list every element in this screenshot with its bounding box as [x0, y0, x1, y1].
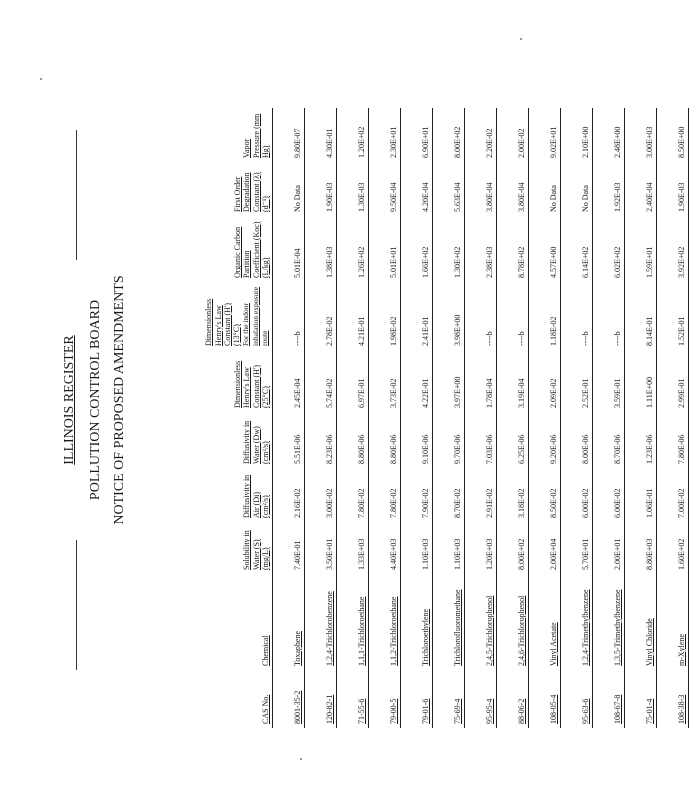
degradation-cell: 3.80E-04: [517, 182, 526, 212]
degradation-cell: 1.30E-03: [357, 182, 366, 212]
diffusivity-air-cell: 7.80E-02: [357, 488, 366, 518]
diffusivity-air-cell: 6.00E-02: [581, 488, 590, 518]
chemical-properties-table: [140, 108, 689, 728]
henry-13-cell: ----b: [581, 331, 590, 346]
chemical-cell: m-Xylene: [677, 634, 686, 666]
koc-cell: 1.59E+01: [645, 246, 654, 278]
henry-13-cell: 1.18E-02: [549, 316, 558, 346]
solubility-cell: 3.50E+01: [325, 538, 334, 570]
header-blank-left: [76, 540, 77, 670]
table-row: [369, 108, 401, 728]
cas-cell: 108-67-8: [613, 694, 622, 724]
table-header-row: [140, 108, 273, 728]
col-koc: Organic Carbon Partition Coefficient (Koc) (L/kg): [233, 221, 270, 278]
henry-25-cell: 3.97E+00: [453, 376, 462, 408]
col-henry-13: Dimensionless Henry's Law Constant (H') (13°C) For the indoor inhalation exposure route: [204, 287, 270, 346]
koc-cell: 8.78E+02: [517, 246, 526, 278]
degradation-cell: 9.50E-04: [389, 182, 398, 212]
cas-cell: 108-05-4: [549, 694, 558, 724]
table-row: [497, 108, 529, 728]
diffusivity-water-cell: 9.10E-06: [421, 434, 430, 464]
cas-cell: 88-06-2: [517, 698, 526, 724]
cas-cell: 75-69-4: [453, 698, 462, 724]
koc-cell: 3.92E+02: [677, 246, 686, 278]
table-row: [561, 108, 593, 728]
speck: [300, 758, 302, 760]
henry-25-cell: 2.52E-01: [581, 378, 590, 408]
henry-13-cell: 1.98E-02: [389, 316, 398, 346]
koc-cell: 2.38E+03: [485, 246, 494, 278]
diffusivity-air-cell: 7.00E-02: [677, 488, 686, 518]
table-row: [401, 108, 433, 728]
board-title: POLLUTION CONTROL BOARD: [88, 299, 103, 501]
chemical-cell: 1,2,4-Trimethylbenzene: [581, 589, 590, 666]
koc-cell: 6.14E+02: [581, 246, 590, 278]
col-diffusivity-water: Diffusivity in Water (Dw) (cm²/s): [242, 420, 270, 464]
henry-13-cell: 2.78E-02: [325, 316, 334, 346]
chemical-cell: 2,4,5-Trichlorophenol: [485, 595, 494, 666]
solubility-cell: 5.70E+01: [581, 538, 590, 570]
col-henry-25: Dimensionless Henry's Law Constant (H') (25°C): [233, 360, 270, 408]
solubility-cell: 1.33E+03: [357, 538, 366, 570]
koc-cell: 1.30E+02: [453, 246, 462, 278]
solubility-cell: 1.20E+03: [485, 538, 494, 570]
col-solubility: Solubility in Water (S) (mg/L): [242, 530, 270, 570]
diffusivity-air-cell: 6.00E-02: [613, 488, 622, 518]
chemical-cell: 1,1,1-Trichloroethane: [357, 596, 366, 666]
henry-13-cell: 3.98E+00: [453, 314, 462, 346]
henry-25-cell: 1.78E-04: [485, 378, 494, 408]
diffusivity-air-cell: 8.70E-02: [453, 488, 462, 518]
henry-25-cell: 3.19E-04: [517, 378, 526, 408]
diffusivity-water-cell: 8.23E-06: [325, 434, 334, 464]
degradation-cell: 1.90E-03: [325, 182, 334, 212]
cas-cell: 8001-35-2: [293, 690, 302, 724]
henry-13-cell: 2.41E-01: [421, 316, 430, 346]
diffusivity-air-cell: 1.06E-01: [645, 488, 654, 518]
diffusivity-water-cell: 7.03E-06: [485, 434, 494, 464]
vapor-pressure-cell: 4.30E-01: [325, 128, 334, 158]
table-body: [273, 108, 689, 728]
solubility-cell: 8.80E+03: [645, 538, 654, 570]
chemical-cell: Trichloroethylene: [421, 608, 430, 666]
diffusivity-water-cell: 8.00E-06: [581, 434, 590, 464]
header-blank-right: [76, 130, 77, 260]
table-row: [337, 108, 369, 728]
solubility-cell: 1.10E+03: [421, 538, 430, 570]
chemical-cell: 1,1,2-Trichloroethane: [389, 596, 398, 666]
vapor-pressure-cell: 8.50E+00: [677, 126, 686, 158]
solubility-cell: 1.60E+02: [677, 538, 686, 570]
degradation-cell: 5.63E-04: [453, 182, 462, 212]
henry-13-cell: ----b: [613, 331, 622, 346]
solubility-cell: 1.10E+03: [453, 538, 462, 570]
cas-cell: 71-55-6: [357, 698, 366, 724]
diffusivity-water-cell: 5.51E-06: [293, 434, 302, 464]
henry-13-cell: 1.52E-01: [677, 316, 686, 346]
diffusivity-water-cell: 6.25E-06: [517, 434, 526, 464]
koc-cell: 5.01E+01: [389, 246, 398, 278]
diffusivity-water-cell: 1.23E-06: [645, 434, 654, 464]
chemical-cell: 1,3,5-Trimethylbenzene: [613, 589, 622, 666]
diffusivity-air-cell: 3.00E-02: [325, 488, 334, 518]
diffusivity-air-cell: 7.80E-02: [389, 488, 398, 518]
cas-cell: 79-01-6: [421, 698, 430, 724]
notice-title: NOTICE OF PROPOSED AMENDMENTS: [112, 275, 127, 525]
koc-cell: 1.38E+03: [325, 246, 334, 278]
henry-25-cell: 3.73E-02: [389, 378, 398, 408]
vapor-pressure-cell: 6.90E+01: [421, 126, 430, 158]
henry-25-cell: 5.74E-02: [325, 378, 334, 408]
table-row: [305, 108, 337, 728]
diffusivity-water-cell: 8.80E-06: [389, 434, 398, 464]
col-vapor-pressure: Vapor Pressure (mm Hg): [242, 113, 270, 158]
vapor-pressure-cell: 1.20E+02: [357, 126, 366, 158]
koc-cell: 5.01E-04: [293, 248, 302, 278]
chemical-cell: 2,4,6-Trichlorophenol: [517, 595, 526, 666]
henry-13-cell: ----b: [485, 331, 494, 346]
col-cas: CAS No.: [260, 694, 270, 724]
henry-25-cell: 2.45E-04: [293, 378, 302, 408]
cas-cell: 75-01-4: [645, 698, 654, 724]
henry-25-cell: 6.97E-01: [357, 378, 366, 408]
register-title: ILLINOIS REGISTER: [62, 335, 77, 465]
diffusivity-air-cell: 7.90E-02: [421, 488, 430, 518]
degradation-cell: 4.20E-04: [421, 182, 430, 212]
cas-cell: 95-95-4: [485, 698, 494, 724]
speck: [40, 78, 42, 80]
vapor-pressure-cell: 2.00E-02: [517, 128, 526, 158]
table-row: [625, 108, 657, 728]
chemical-cell: Vinyl Acetate: [549, 622, 558, 666]
degradation-cell: 2.40E-04: [645, 182, 654, 212]
table-row: [433, 108, 465, 728]
diffusivity-water-cell: 7.80E-06: [677, 434, 686, 464]
koc-cell: 1.26E+02: [357, 246, 366, 278]
cas-cell: 108-38-3: [677, 694, 686, 724]
table-row: [593, 108, 625, 728]
col-chemical: Chemical: [260, 635, 270, 666]
diffusivity-water-cell: 8.70E-06: [613, 434, 622, 464]
chemical-cell: 1,2,4-Trichlorobenzene: [325, 591, 334, 666]
table-row: [465, 108, 497, 728]
diffusivity-air-cell: 2.16E-02: [293, 488, 302, 518]
table-row: [657, 108, 689, 728]
henry-13-cell: ----b: [517, 331, 526, 346]
henry-13-cell: 4.21E-01: [357, 316, 366, 346]
henry-13-cell: 8.14E-01: [645, 316, 654, 346]
henry-25-cell: 3.59E-01: [613, 378, 622, 408]
henry-25-cell: 4.22E-01: [421, 378, 430, 408]
diffusivity-air-cell: 3.18E-02: [517, 488, 526, 518]
vapor-pressure-cell: 3.00E+03: [645, 126, 654, 158]
cas-cell: 120-82-1: [325, 694, 334, 724]
solubility-cell: 2.00E+01: [613, 538, 622, 570]
chemical-cell: Vinyl Chloride: [645, 618, 654, 666]
henry-25-cell: 2.99E-01: [677, 378, 686, 408]
speck: [520, 38, 522, 40]
koc-cell: 1.66E+02: [421, 246, 430, 278]
vapor-pressure-cell: 2.20E-02: [485, 128, 494, 158]
col-degradation: First Order Degradation Constant (λ) (d⁻¹): [233, 172, 270, 212]
diffusivity-air-cell: 2.91E-02: [485, 488, 494, 518]
degradation-cell: No Data: [293, 185, 302, 212]
diffusivity-air-cell: 8.50E-02: [549, 488, 558, 518]
vapor-pressure-cell: 2.48E+00: [613, 126, 622, 158]
table-row: [273, 108, 305, 728]
solubility-cell: 8.00E+02: [517, 538, 526, 570]
vapor-pressure-cell: 9.80E-07: [293, 128, 302, 158]
indoor-note: For the indoor inhalation exposure route: [241, 287, 270, 346]
degradation-cell: No Data: [549, 185, 558, 212]
cas-cell: 95-63-6: [581, 698, 590, 724]
degradation-cell: 3.80E-04: [485, 182, 494, 212]
koc-cell: 6.02E+02: [613, 246, 622, 278]
vapor-pressure-cell: 8.00E+02: [453, 126, 462, 158]
degradation-cell: 1.90E-03: [677, 182, 686, 212]
vapor-pressure-cell: 2.10E+00: [581, 126, 590, 158]
cas-cell: 79-00-5: [389, 698, 398, 724]
table-row: [529, 108, 561, 728]
vapor-pressure-cell: 9.02E+01: [549, 126, 558, 158]
col-diffusivity-air: Diffusivity in Air (Di) (cm²/s): [242, 474, 270, 518]
chemical-cell: Toxaphene: [293, 631, 302, 666]
henry-25-cell: 2.09E-02: [549, 378, 558, 408]
solubility-cell: 4.40E+03: [389, 538, 398, 570]
degradation-cell: 1.92E-03: [613, 182, 622, 212]
diffusivity-water-cell: 8.80E-06: [357, 434, 366, 464]
diffusivity-water-cell: 9.70E-06: [453, 434, 462, 464]
vapor-pressure-cell: 2.30E+01: [389, 126, 398, 158]
koc-cell: 4.57E+00: [549, 246, 558, 278]
chemical-cell: Trichlorofluoromethane: [453, 589, 462, 666]
degradation-cell: No Data: [581, 185, 590, 212]
solubility-cell: 7.40E-01: [293, 540, 302, 570]
henry-25-cell: 1.11E+00: [645, 376, 654, 408]
diffusivity-water-cell: 9.20E-06: [549, 434, 558, 464]
henry-13-cell: ----b: [293, 331, 302, 346]
solubility-cell: 2.00E+04: [549, 538, 558, 570]
